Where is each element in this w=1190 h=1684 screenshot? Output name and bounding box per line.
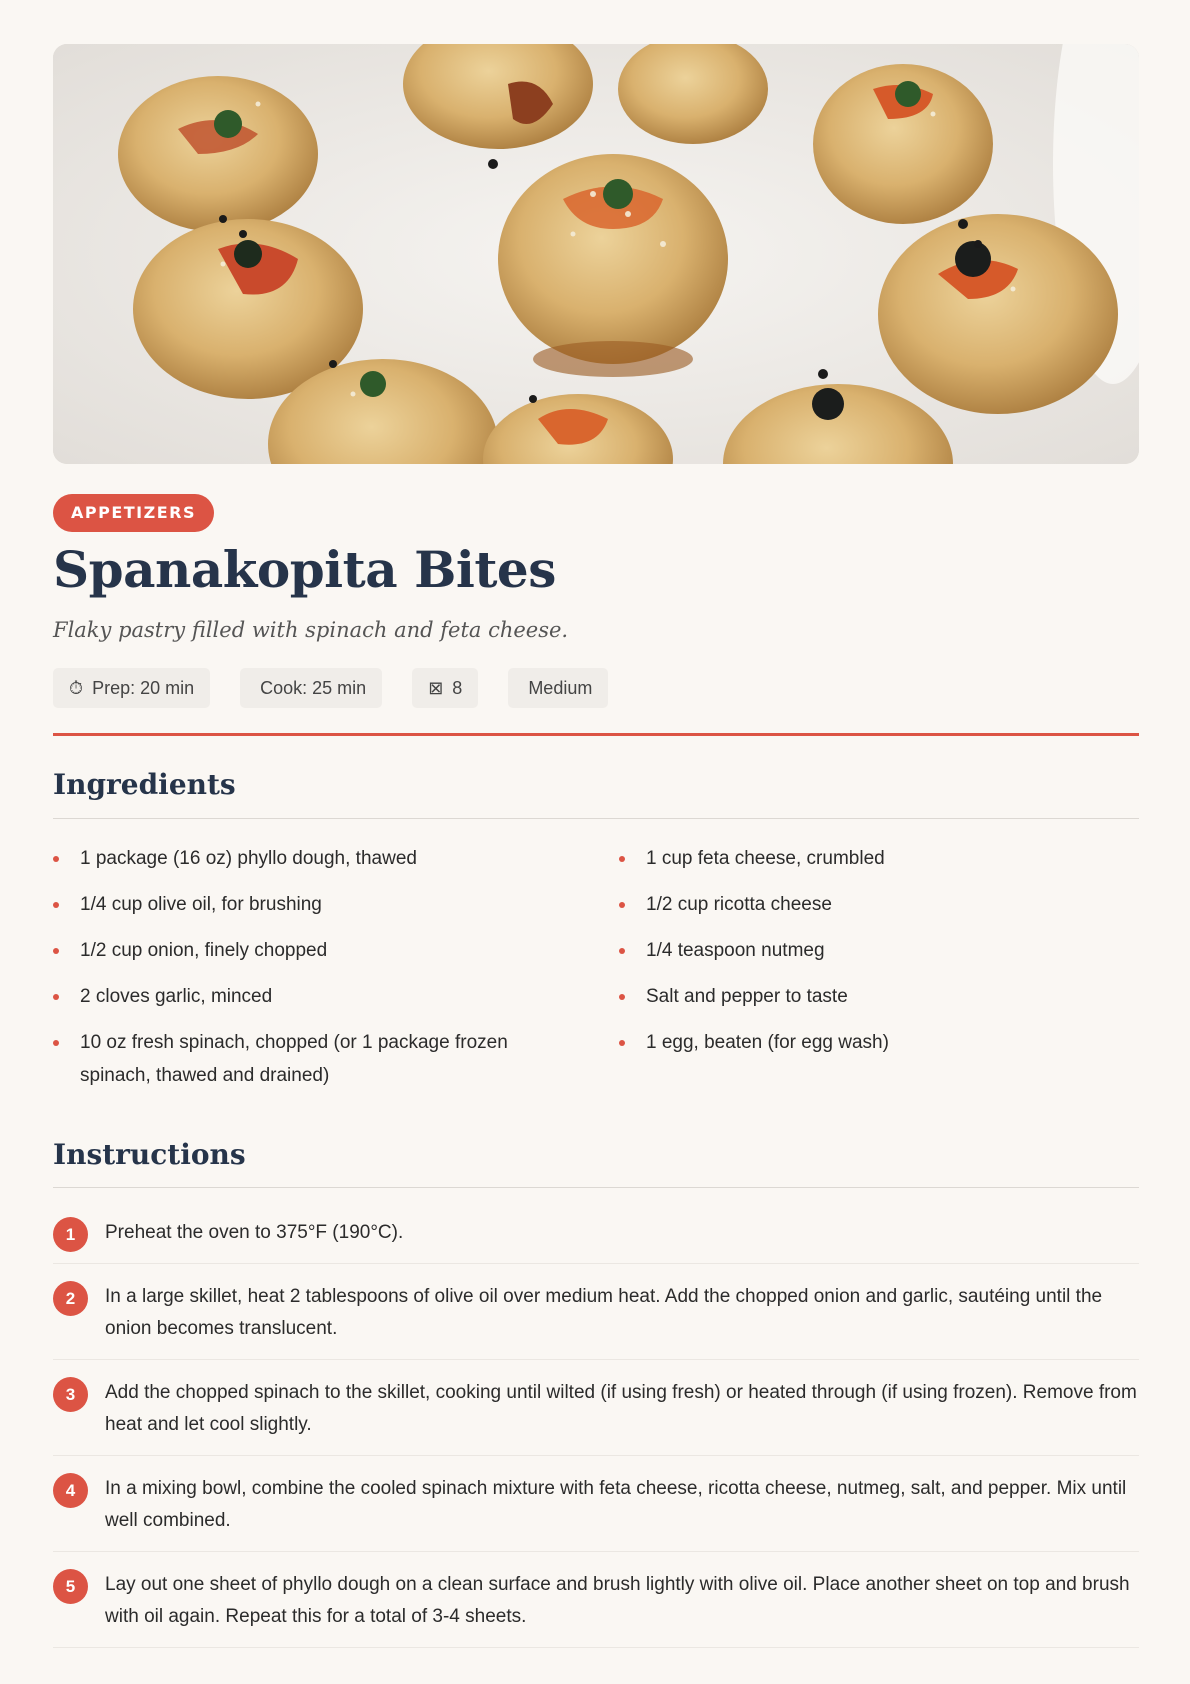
recipe-meta	[53, 668, 608, 708]
list-item: 1 egg, beaten (for egg wash)	[619, 1026, 1139, 1059]
instruction-step	[53, 1469, 1139, 1552]
meta-prep-text: Prep: 20 min	[92, 678, 195, 698]
ingredients-heading: Ingredients	[53, 768, 236, 801]
list-item: 1/2 cup ricotta cheese	[619, 888, 1139, 921]
recipe-subtitle: Flaky pastry filled with spinach and feta cheese.	[53, 618, 569, 642]
category-badge: APPETIZERS	[53, 494, 214, 532]
list-item: 1 package (16 oz) phyllo dough, thawed	[53, 842, 573, 875]
step-number: 4	[53, 1473, 88, 1508]
list-item: 1 cup feta cheese, crumbled	[619, 842, 1139, 875]
meta-difficulty	[508, 668, 608, 708]
recipe-title: Spanakopita Bites	[53, 540, 556, 599]
servings-icon: ⊠	[428, 678, 444, 699]
list-item: 1/2 cup onion, finely chopped	[53, 934, 573, 967]
instruction-step	[53, 1373, 1139, 1456]
instruction-step	[53, 1565, 1139, 1648]
step-text: Lay out one sheet of phyllo dough on a clean surface and brush lightly with olive oil. Place another sheet on top and brush with oil again. Repeat this for a total of 3-4 sheets.	[105, 1574, 1130, 1627]
step-text: In a mixing bowl, combine the cooled spinach mixture with feta cheese, ricotta cheese, nutmeg, salt, and pepper. Mix until well combined.	[105, 1478, 1127, 1531]
step-text: Preheat the oven to 375°F (190°C).	[105, 1222, 404, 1243]
meta-servings	[412, 668, 478, 708]
step-text: Add the chopped spinach to the skillet, cooking until wilted (if using fresh) or heated through (if using frozen). Remove from heat and let cool slightly.	[105, 1382, 1137, 1435]
instructions-heading: Instructions	[53, 1138, 246, 1171]
instruction-step	[53, 1213, 1139, 1264]
ingredients-list-left	[53, 842, 573, 1105]
instructions-list	[53, 1213, 1139, 1661]
hero-image	[53, 44, 1139, 464]
step-number: 3	[53, 1377, 88, 1412]
ingredients-list-right	[619, 842, 1139, 1072]
step-text: In a large skillet, heat 2 tablespoons of olive oil over medium heat. Add the chopped onion and garlic, sautéing until the onion becomes translucent.	[105, 1286, 1103, 1339]
list-item: 10 oz fresh spinach, chopped (or 1 package frozen spinach, thawed and drained)	[53, 1026, 573, 1092]
list-item: Salt and pepper to taste	[619, 980, 1139, 1013]
step-number: 5	[53, 1569, 88, 1604]
step-number: 2	[53, 1281, 88, 1316]
list-item: 1/4 cup olive oil, for brushing	[53, 888, 573, 921]
meta-cook-time	[240, 668, 382, 708]
meta-cook-text: Cook: 25 min	[260, 678, 367, 698]
instructions-divider	[53, 1187, 1139, 1188]
list-item: 2 cloves garlic, minced	[53, 980, 573, 1013]
clock-icon: ⏱	[69, 678, 84, 699]
meta-difficulty-text: Medium	[528, 678, 593, 698]
step-number: 1	[53, 1217, 88, 1252]
list-item: 1/4 teaspoon nutmeg	[619, 934, 1139, 967]
accent-divider	[53, 733, 1139, 736]
meta-servings-text: 8	[452, 678, 463, 698]
meta-prep-time	[53, 668, 210, 708]
instruction-step	[53, 1277, 1139, 1360]
spanakopita-photo	[53, 44, 1139, 464]
ingredients-divider	[53, 818, 1139, 819]
